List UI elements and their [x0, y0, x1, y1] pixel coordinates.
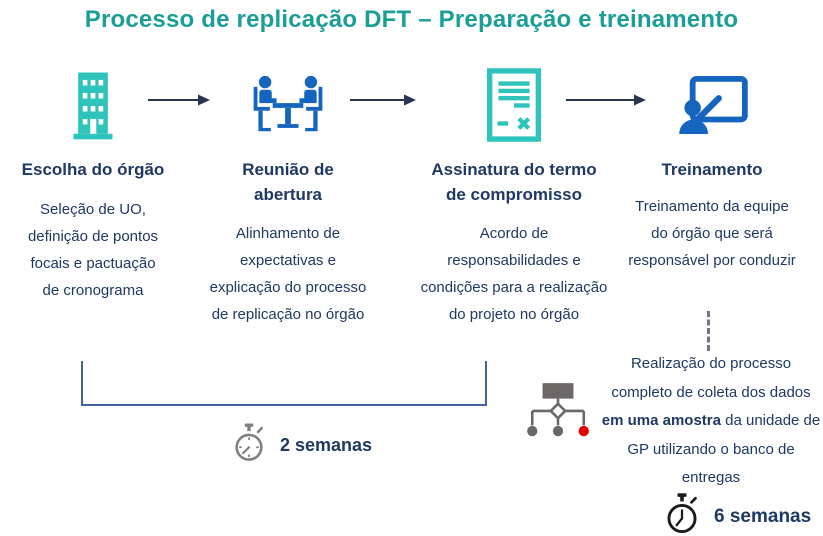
- org-sample-hierarchy-icon: [524, 381, 592, 448]
- followup-text-after: da unidade de GP utilizando o banco de entregas: [627, 412, 821, 486]
- stopwatch-icon: [664, 493, 700, 536]
- followup-description: [599, 350, 823, 493]
- signed-document-icon: [485, 62, 543, 148]
- step-description: Alinhamento de expectativas e explicação do processo de replicação no órgão: [209, 225, 367, 324]
- timer-label: 6 semanas: [714, 505, 812, 527]
- page-title: Processo de replicação DFT – Preparação e treinamento: [84, 6, 739, 33]
- step-description: Seleção de UO, definição de pontos focais e pactuação de cronograma: [27, 200, 159, 299]
- timer-6-semanas: [664, 493, 811, 536]
- step-description: Acordo de responsabilidades e condições para a realização do projeto no órgão: [420, 225, 608, 324]
- arrow-right-icon: [350, 93, 416, 112]
- training-presentation-icon: [676, 62, 748, 148]
- timer-2-semanas: [232, 423, 372, 468]
- dashed-line-connector: [707, 311, 710, 351]
- stopwatch-icon: [232, 423, 266, 468]
- step-heading: Reunião de abertura: [242, 160, 334, 204]
- meeting-icon: [246, 62, 330, 148]
- step-heading: Assinatura do termo de compromisso: [431, 160, 597, 204]
- followup-text-before: Realização do processo completo de coleta dos dados: [611, 355, 811, 401]
- step-treinamento: [606, 62, 818, 274]
- followup-text-bold: em uma amostra: [601, 412, 721, 429]
- duration-bracket: [81, 361, 487, 406]
- timer-label: 2 semanas: [280, 435, 373, 455]
- step-heading: Escolha do órgão: [21, 160, 165, 179]
- step-heading: Treinamento: [661, 160, 763, 179]
- building-icon: [67, 62, 119, 148]
- step-description: Treinamento da equipe do órgão que será responsável por conduzir: [628, 197, 796, 269]
